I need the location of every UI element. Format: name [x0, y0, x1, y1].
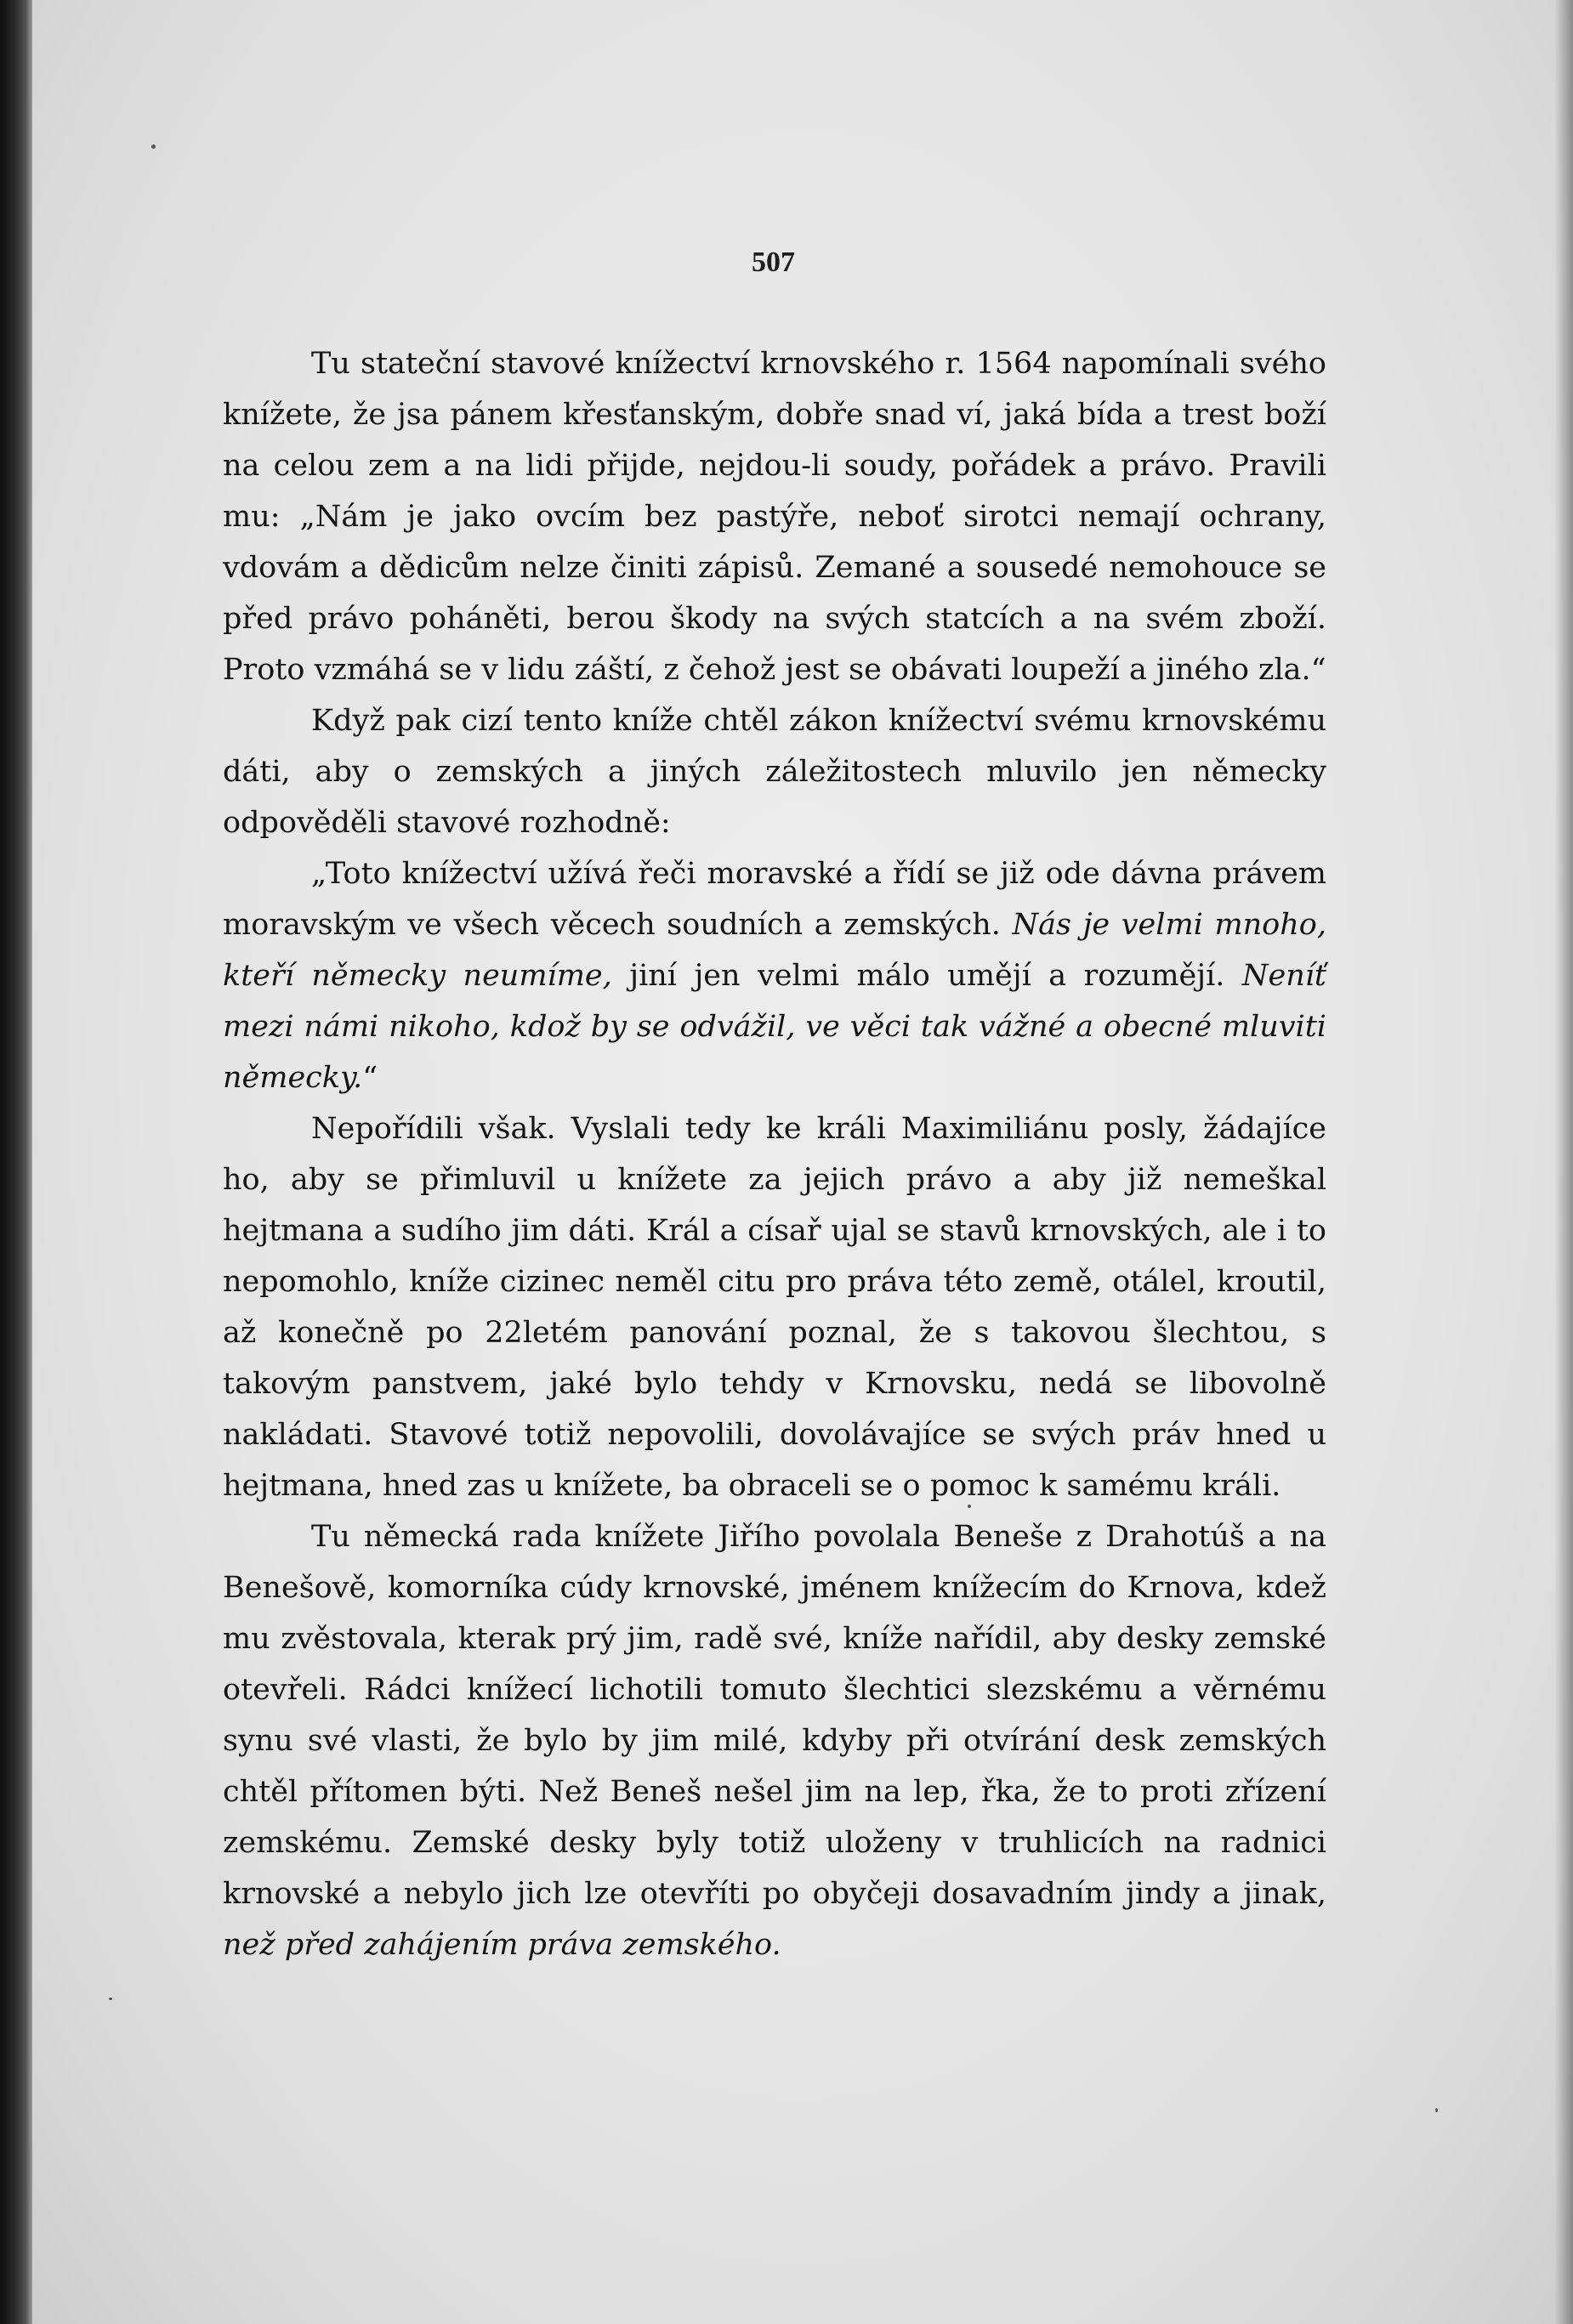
text-segment: „Toto knížectví užívá řeči moravské a řídí se již ode dávna právem moravským ve všech věcech soudních a zemských.: [223, 857, 1326, 942]
text-segment: jiní jen velmi málo umějí a rozumějí.: [611, 959, 1242, 993]
book-binding-edge: [0, 0, 32, 2324]
text-segment: Když pak cizí tento kníže chtěl zákon knížectví svému krnovskému dáti, aby o zemských a jiných záležitostech mluvilo jen německy odpověděli stavové rozhodně:: [223, 704, 1326, 840]
text-segment: Tu německá rada knížete Jiřího povolala Beneše z Drahotúš a na Benešově, komorníka cúdy krnovské, jménem knížecím do Krnova, kdež mu zvěstovala, kterak prý jim, radě své, kníže nařídil, aby desky zemské otevřeli. Rádci knížecí lichotili tomuto šlechtici slezskému a věrnému synu své vlasti, že bylo by jim milé, kdyby při otvírání desk zemských chtěl přítomen býti. Než Beneš nešel jim na lep, řka, že to proti zřízení zemskému. Zemské desky byly totiž uloženy v truhlicích na radnici krnovské a nebylo jich lze otevříti po obyčeji dosavadním jindy a jinak,: [223, 1520, 1326, 1911]
paragraph: [223, 1103, 1326, 1511]
page-shadow-edge: [1554, 0, 1573, 2324]
dust-speck: [151, 145, 156, 149]
text-segment: “: [362, 1061, 378, 1095]
dust-speck: [1435, 2108, 1438, 2112]
text-segment: Nepořídili však. Vyslali tedy ke králi Maximiliánu posly, žádajíce ho, aby se přimluvil u knížete za jejich právo a aby již nemeškal hejtmana a sudího jim dáti. Král a císař ujal se stavů krnovských, ale i to nepomohlo, kníže cizinec neměl citu pro práva této země, otálel, kroutil, až konečně po 22letém panování poznal, že s takovou šlechtou, s takovým panstvem, jaké bylo tehdy v Krnovsku, nedá se libovolně nakládati. Stavové totiž nepovolili, dovolávajíce se svých práv hned u hejtmana, hned zas u knížete, ba obraceli se o pomoc k samému králi.: [223, 1112, 1326, 1503]
body-text: [223, 338, 1326, 1970]
italic-segment: než před zahájením práva zemského.: [223, 1928, 781, 1962]
paragraph: [223, 338, 1326, 695]
italic-segment: Nás je velmi mnoho, kteří německy neumíme,: [223, 908, 1326, 993]
paragraph: [223, 1511, 1326, 1970]
page-number: 507: [752, 247, 795, 278]
text-segment: Tu stateční stavové knížectví krnovského r. 1564 napomínali svého knížete, že jsa pánem křesťanským, dobře snad ví, jaká bída a trest boží na celou zem a na lidi přijde, nejdou-li soudy, pořádek a právo. Pravili mu: „Nám je jako ovcím bez pastýře, neboť sirotci nemají ochrany, vdovám a dědicům nelze činiti zápisů. Zemané a sousedé nemohouce se před právo poháněti, berou škody na svých statcích a na svém zboží. Proto vzmáhá se v lidu záští, z čehož jest se obávati loupeží a jiného zla.“: [223, 347, 1326, 687]
paragraph: [223, 848, 1326, 1103]
dust-speck: [109, 1998, 112, 2000]
italic-segment: Neníť mezi námi nikoho, kdož by se odvážil, ve věci tak vážné a obecné mluviti německy.: [223, 959, 1326, 1095]
paragraph: [223, 695, 1326, 848]
